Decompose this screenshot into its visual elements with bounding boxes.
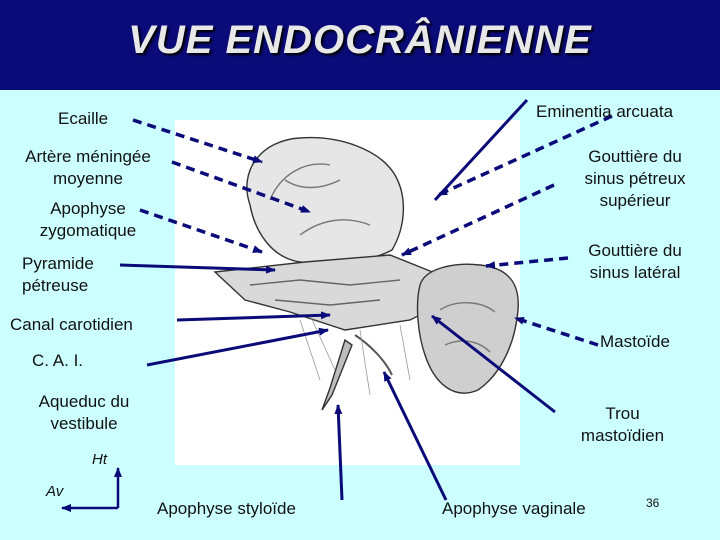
slide-title: VUE ENDOCRÂNIENNE — [128, 18, 592, 62]
label-apophyse-vaginale: Apophyse vaginale — [442, 499, 586, 518]
label-trou-mastoidien: Trou mastoïdien — [580, 404, 665, 445]
label-mastoide: Mastoïde — [600, 332, 670, 351]
leader-styloide — [338, 405, 342, 500]
label-eminentia-arcuata: Eminentia arcuata — [536, 102, 674, 121]
label-cai: C. A. I. — [32, 351, 84, 370]
leader-vaginale — [384, 372, 446, 500]
leader-mastoide — [515, 318, 598, 345]
leader-gouttiere-sl — [486, 258, 568, 266]
label-apophyse-zygomatique: Apophyse zygomatique — [39, 199, 137, 240]
page-number: 36 — [646, 496, 660, 510]
label-pyramide-petreuse: Pyramide pétreuse — [22, 254, 94, 295]
axis-label-av: Av — [46, 483, 64, 500]
label-apophyse-styloide: Apophyse styloïde — [157, 499, 296, 518]
label-gouttiere-sinus-lateral: Gouttière du sinus latéral — [588, 241, 682, 282]
label-ecaille: Ecaille — [58, 109, 109, 128]
label-artere-meningee: Artère méningée moyenne — [25, 147, 151, 188]
label-aqueduc: Aqueduc du vestibule — [38, 392, 130, 433]
leader-apophyse-zygomatique — [140, 210, 262, 252]
leader-eminentia-top — [435, 100, 527, 200]
label-gouttiere-sinus-petreux: Gouttière du sinus pétreux supérieur — [584, 147, 686, 210]
orientation-axes — [62, 468, 118, 508]
label-canal-carotidien: Canal carotidien — [10, 315, 133, 334]
leader-gouttiere-sp — [402, 185, 554, 255]
axis-label-ht: Ht — [92, 451, 107, 468]
